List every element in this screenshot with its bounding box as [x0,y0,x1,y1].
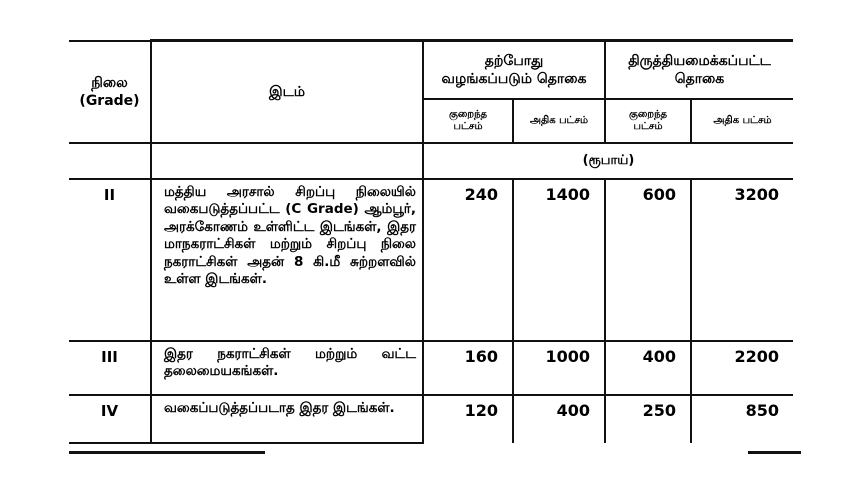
table-row [69,179,793,341]
revised-amount-label: திருத்தியமைக்கப்பட்ட தொகை [628,52,771,87]
revised-max-cell: 2200 [691,341,793,395]
grade-header [69,41,151,143]
current-max-cell: 1400 [513,179,605,341]
current-max-label: அதிக பட்சம் [529,114,589,126]
current-min-cell: 160 [423,341,513,395]
revised-min-cell: 600 [605,179,691,341]
table-row [69,395,793,443]
current-min-cell: 240 [423,179,513,341]
current-max-header [513,99,605,143]
rate-table [69,39,793,444]
revised-max-label: அதிக பட்சம் [713,114,772,126]
place-cell: வகைப்படுத்தப்படாத இதர இடங்கள். [151,395,423,443]
revised-amount-header [605,41,793,99]
current-min-header [423,99,513,143]
place-cell: மத்திய அரசால் சிறப்பு நிலையில் வகைபடுத்தப்பட்ட (C Grade) ஆம்பூர், அரக்கோணம் உள்ளிட்ட இடங்கள், இதர மாநகராட்சிகள் மற்றும் சிறப்பு நிலை நகராட்சிகள் அதன் 8 கி.மீ சுற்றளவில் உள்ள இடங்கள். [151,179,423,341]
grade-cell: III [69,341,151,395]
grade-cell: IV [69,395,151,443]
revised-min-header [605,99,691,143]
revised-min-label: குறைந்த பட்சம் [628,108,668,132]
unit-row-place-cell [151,143,423,179]
current-max-cell: 400 [513,395,605,443]
grade-header-label: நிலை (Grade) [79,74,140,109]
table-row [69,341,793,395]
unit-label: (ரூபாய்) [582,152,635,168]
place-header [151,41,423,143]
place-header-label: இடம் [268,83,306,100]
revised-max-cell: 850 [691,395,793,443]
current-amount-label: தற்போது வழங்கப்படும் தொகை [441,52,587,87]
bottom-rule-left [69,451,265,454]
revised-max-cell: 3200 [691,179,793,341]
place-cell: இதர நகராட்சிகள் மற்றும் வட்ட தலைமையகங்கள். [151,341,423,395]
allowance-rate-table [69,39,793,444]
revised-max-header [691,99,793,143]
current-amount-header [423,41,605,99]
revised-min-cell: 400 [605,341,691,395]
current-min-label: குறைந்த பட்சம் [448,108,488,132]
revised-min-cell: 250 [605,395,691,443]
bottom-rule-right [748,451,801,454]
unit-cell [423,143,793,179]
current-max-cell: 1000 [513,341,605,395]
grade-cell: II [69,179,151,341]
unit-row-grade-cell [69,143,151,179]
current-min-cell: 120 [423,395,513,443]
